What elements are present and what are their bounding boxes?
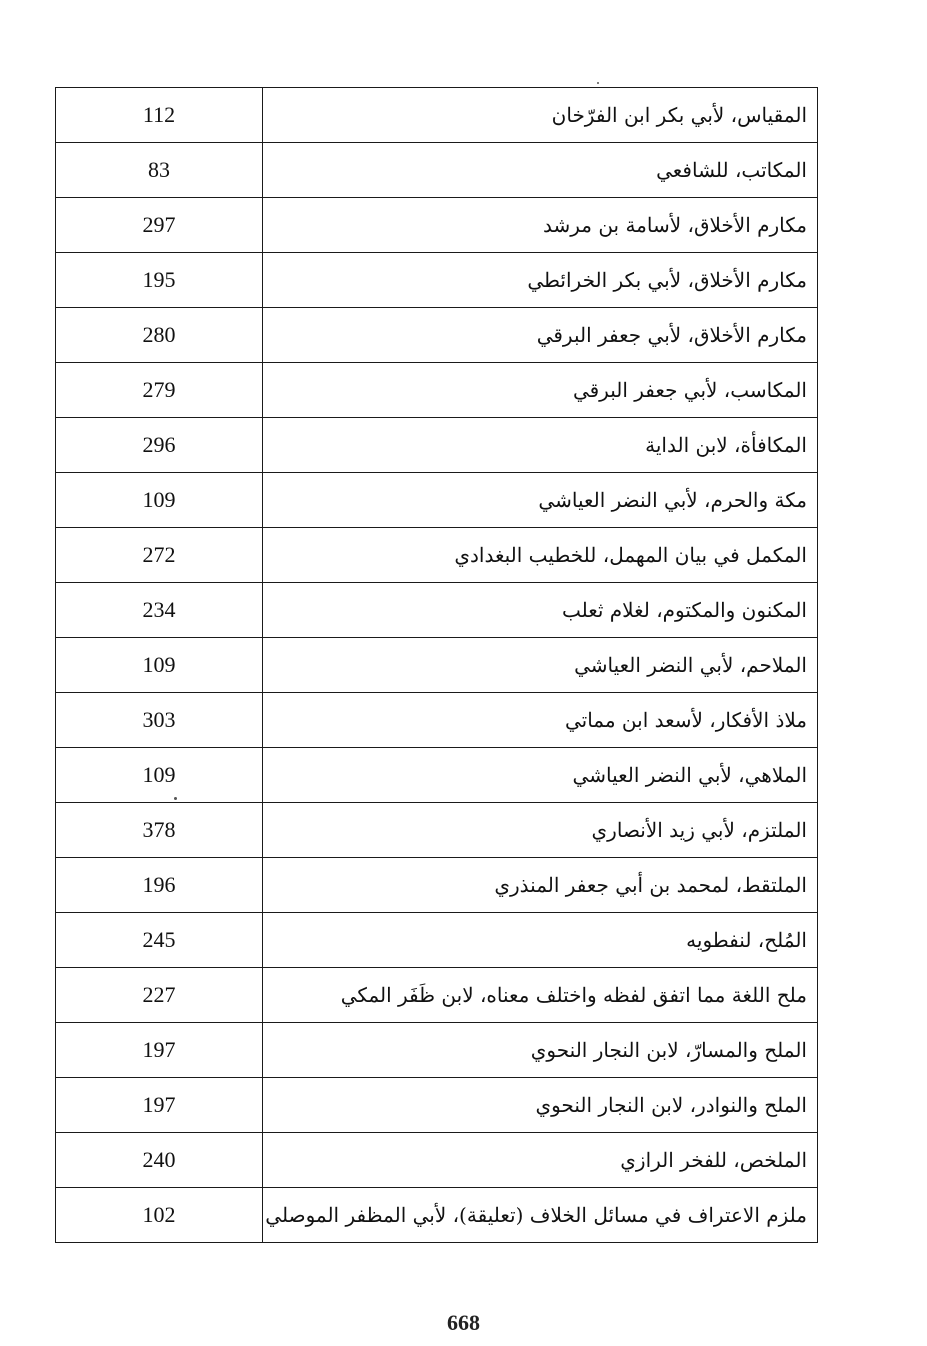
index-row [56, 803, 818, 858]
entry-page: 195 [56, 253, 263, 308]
entry-title: الملخص، للفخر الرازي [263, 1133, 818, 1188]
entry-title: المكافأة، لابن الداية [263, 418, 818, 473]
entry-title: مكارم الأخلاق، لأبي جعفر البرقي [263, 308, 818, 363]
entry-page: 240 [56, 1133, 263, 1188]
entry-title: الملتزم، لأبي زيد الأنصاري [263, 803, 818, 858]
entry-title: الملح والنوادر، لابن النجار النحوي [263, 1078, 818, 1133]
entry-title: ملح اللغة مما اتفق لفظه واختلف معناه، لابن ظَفَر المكي [263, 968, 818, 1023]
index-row [56, 253, 818, 308]
index-table [55, 87, 818, 1243]
index-row [56, 693, 818, 748]
entry-page: 279 [56, 363, 263, 418]
entry-page: 378 [56, 803, 263, 858]
entry-title: الملاحم، لأبي النضر العياشي [263, 638, 818, 693]
index-row [56, 198, 818, 253]
entry-page: 297 [56, 198, 263, 253]
index-row [56, 638, 818, 693]
index-row [56, 1188, 818, 1243]
ink-speck [174, 797, 177, 800]
index-row [56, 418, 818, 473]
entry-page: 109 [56, 473, 263, 528]
entry-title: مكارم الأخلاق، لأسامة بن مرشد [263, 198, 818, 253]
index-row [56, 143, 818, 198]
entry-page: 245 [56, 913, 263, 968]
index-row [56, 1133, 818, 1188]
index-row [56, 473, 818, 528]
entry-page: 227 [56, 968, 263, 1023]
index-row [56, 363, 818, 418]
index-row [56, 913, 818, 968]
entry-page: 234 [56, 583, 263, 638]
entry-page: 112 [56, 88, 263, 143]
entry-title: المُلح، لنفطويه [263, 913, 818, 968]
ink-speck [597, 82, 599, 84]
index-row [56, 88, 818, 143]
entry-page: 296 [56, 418, 263, 473]
index-row [56, 308, 818, 363]
entry-page: 303 [56, 693, 263, 748]
entry-page: 196 [56, 858, 263, 913]
entry-title: الملتقط، لمحمد بن أبي جعفر المنذري [263, 858, 818, 913]
entry-title: المكنون والمكتوم، لغلام ثعلب [263, 583, 818, 638]
entry-page: 109 [56, 638, 263, 693]
entry-page: 83 [56, 143, 263, 198]
entry-title: ملزم الاعتراف في مسائل الخلاف (تعليقة)، لأبي المظفر الموصلي [263, 1188, 818, 1243]
index-row [56, 748, 818, 803]
index-row [56, 1023, 818, 1078]
index-row [56, 968, 818, 1023]
index-row [56, 1078, 818, 1133]
entry-page: 280 [56, 308, 263, 363]
entry-title: المقياس، لأبي بكر ابن الفرّخان [263, 88, 818, 143]
entry-page: 197 [56, 1078, 263, 1133]
entry-title: مكارم الأخلاق، لأبي بكر الخرائطي [263, 253, 818, 308]
entry-title: مكة والحرم، لأبي النضر العياشي [263, 473, 818, 528]
entry-title: ملاذ الأفكار، لأسعد ابن مماتي [263, 693, 818, 748]
entry-page: 102 [56, 1188, 263, 1243]
entry-title: المكاسب، لأبي جعفر البرقي [263, 363, 818, 418]
index-row [56, 528, 818, 583]
entry-page: 272 [56, 528, 263, 583]
entry-title: المكمل في بيان المهمل، للخطيب البغدادي [263, 528, 818, 583]
entry-title: الملاهي، لأبي النضر العياشي [263, 748, 818, 803]
entry-page: 197 [56, 1023, 263, 1078]
entry-page: 109 [56, 748, 263, 803]
index-row [56, 858, 818, 913]
index-body [56, 88, 818, 1243]
index-row [56, 583, 818, 638]
entry-title: الملح والمسارّ، لابن النجار النحوي [263, 1023, 818, 1078]
page-number: 668 [447, 1310, 480, 1335]
entry-title: المكاتب، للشافعي [263, 143, 818, 198]
